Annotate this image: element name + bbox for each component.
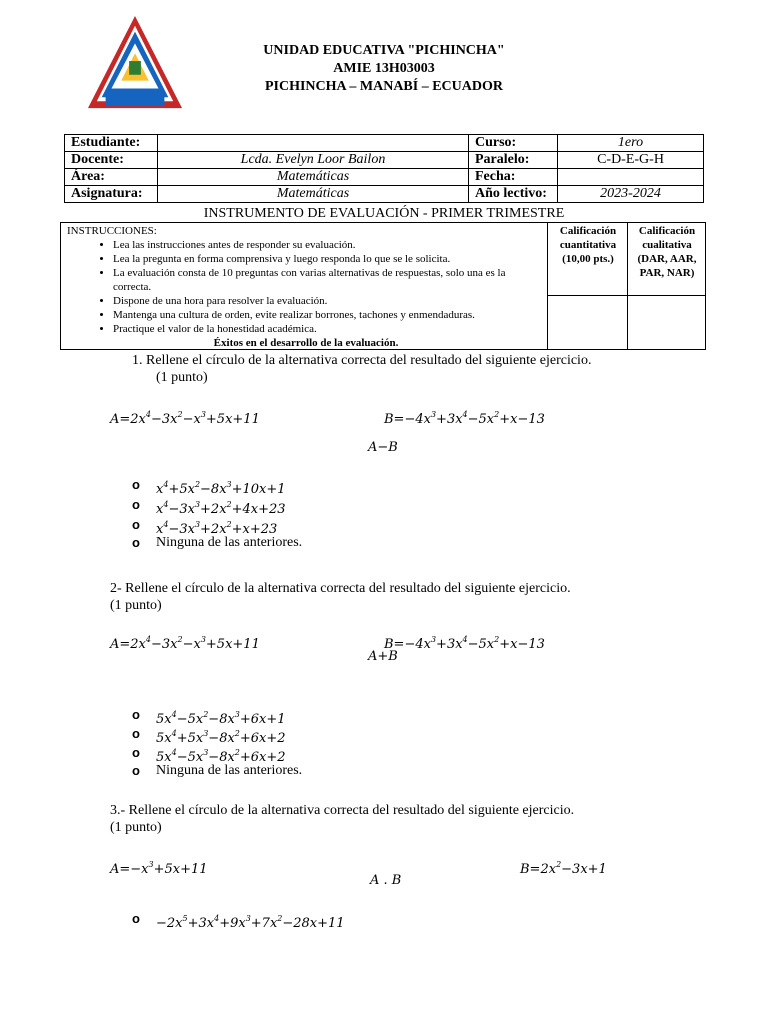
q1-expr-a: $A=2x^4-3x^2-x^3+5x+11$ bbox=[110, 410, 260, 427]
asignatura-value: Matemáticas bbox=[158, 186, 469, 203]
quantitative-grade-label: Calificación cuantitativa (10,00 pts.) bbox=[559, 225, 617, 265]
area-label: Área: bbox=[65, 169, 158, 186]
q2-option-a[interactable]: o $5x^4-5x^2-8x^3+6x+1$ bbox=[132, 707, 286, 727]
instruction-item: • Lea la pregunta en forma comprensiva y luego responda lo que se le solicita. bbox=[113, 252, 545, 266]
q2-expr-b: $B=-4x^3+3x^4-5x^2+x-13$ bbox=[384, 635, 545, 652]
question-3-points: (1 punto) bbox=[110, 820, 162, 835]
area-value: Matemáticas bbox=[158, 169, 469, 186]
estudiante-label: Estudiante: bbox=[65, 135, 158, 152]
instructions-heading: INSTRUCCIONES: bbox=[67, 225, 157, 237]
question-2-text: 2- Rellene el círculo de la alternativa correcta del resultado del siguiente ejercicio. bbox=[110, 581, 571, 596]
instructions-list bbox=[67, 238, 545, 336]
student-info-table bbox=[64, 134, 704, 203]
instructions-text bbox=[67, 224, 545, 350]
q2-expr-a: $A=2x^4-3x^2-x^3+5x+11$ bbox=[110, 635, 260, 652]
school-amie: AMIE 13H03003 bbox=[333, 61, 435, 76]
school-name: UNIDAD EDUCATIVA "PICHINCHA" bbox=[263, 43, 505, 58]
q1-option-b[interactable]: o $x^4-3x^3+2x^2+4x+23$ bbox=[132, 497, 286, 517]
q2-option-b[interactable]: o $5x^4+5x^3-8x^2+6x+2$ bbox=[132, 726, 286, 746]
paralelo-value: C-D-E-G-H bbox=[558, 152, 704, 169]
q1-option-d[interactable] bbox=[132, 534, 432, 552]
anio-value: 2023-2024 bbox=[558, 186, 704, 203]
radio-circle-icon[interactable]: o bbox=[132, 477, 140, 492]
fecha-label: Fecha: bbox=[469, 169, 558, 186]
estudiante-field[interactable] bbox=[158, 135, 469, 152]
curso-value: 1ero bbox=[558, 135, 704, 152]
instruction-item: • Lea las instrucciones antes de responder su evaluación. bbox=[113, 238, 545, 252]
radio-circle-icon[interactable]: o bbox=[132, 517, 140, 532]
instruction-item: • Dispone de una hora para resolver la evaluación. bbox=[113, 294, 545, 308]
q1-operation: A−B bbox=[368, 440, 398, 455]
docente-value: Lcda. Evelyn Loor Bailon bbox=[158, 152, 469, 169]
school-location: PICHINCHA – MANABÍ – ECUADOR bbox=[264, 79, 503, 94]
q3-operation: A . B bbox=[370, 873, 402, 888]
radio-circle-icon[interactable]: o bbox=[132, 726, 140, 741]
q1-option-c[interactable]: o $x^4-3x^3+2x^2+x+23$ bbox=[132, 517, 278, 537]
radio-circle-icon[interactable]: o bbox=[132, 763, 140, 778]
instructions-box bbox=[60, 222, 706, 350]
option-none-label: Ninguna de las anteriores. bbox=[156, 535, 303, 550]
quantitative-grade-column bbox=[547, 223, 628, 349]
instruction-item: • Practique el valor de la honestidad académica. bbox=[113, 322, 545, 336]
docente-label: Docente: bbox=[65, 152, 158, 169]
q3-expr-a: $A=-x^3+5x+11$ bbox=[110, 860, 208, 877]
anio-label: Año lectivo: bbox=[469, 186, 558, 203]
instruction-item: • Mantenga una cultura de orden, evite realizar borrones, tachones y enmendaduras. bbox=[113, 308, 545, 322]
radio-circle-icon[interactable]: o bbox=[132, 745, 140, 760]
question-1-points: (1 punto) bbox=[156, 370, 208, 385]
instrument-title: INSTRUMENTO DE EVALUACIÓN - PRIMER TRIMESTRE bbox=[203, 206, 565, 221]
q3-expr-b: $B=2x^2-3x+1$ bbox=[520, 860, 607, 877]
qualitative-grade-label: Calificación cualitativa (DAR, AAR, PAR, NAR) bbox=[637, 225, 697, 279]
paralelo-label: Paralelo: bbox=[469, 152, 558, 169]
q1-expr-b: $B=-4x^3+3x^4-5x^2+x-13$ bbox=[384, 410, 545, 427]
q2-operation: A+B bbox=[368, 649, 398, 664]
option-none-label: Ninguna de las anteriores. bbox=[156, 763, 303, 778]
radio-circle-icon[interactable]: o bbox=[132, 911, 140, 926]
q1-option-a[interactable]: o $x^4+5x^2-8x^3+10x+1$ bbox=[132, 477, 286, 497]
fecha-field[interactable] bbox=[558, 169, 704, 186]
question-1-text: 1. Rellene el círculo de la alternativa correcta del resultado del siguiente ejercicio. bbox=[132, 353, 592, 368]
asignatura-label: Asignatura: bbox=[65, 186, 158, 203]
qualitative-grade-column bbox=[627, 223, 706, 349]
q2-option-d[interactable] bbox=[132, 762, 432, 780]
radio-circle-icon[interactable]: o bbox=[132, 707, 140, 722]
question-2-points: (1 punto) bbox=[110, 598, 162, 613]
question-3-text: 3.- Rellene el círculo de la alternativa correcta del resultado del siguiente ejercicio. bbox=[110, 803, 575, 818]
q2-option-c[interactable]: o $5x^4-5x^3-8x^2+6x+2$ bbox=[132, 745, 286, 765]
instructions-closing: Éxitos en el desarrollo de la evaluación. bbox=[213, 337, 399, 349]
school-logo bbox=[86, 14, 184, 112]
radio-circle-icon[interactable]: o bbox=[132, 535, 140, 550]
q3-option-a[interactable]: o $-2x^5+3x^4+9x^3+7x^2-28x+11$ bbox=[132, 911, 345, 931]
radio-circle-icon[interactable]: o bbox=[132, 497, 140, 512]
curso-label: Curso: bbox=[469, 135, 558, 152]
instruction-item: • La evaluación consta de 10 preguntas con varias alternativas de respuestas, solo una es la correcta. bbox=[113, 266, 545, 294]
